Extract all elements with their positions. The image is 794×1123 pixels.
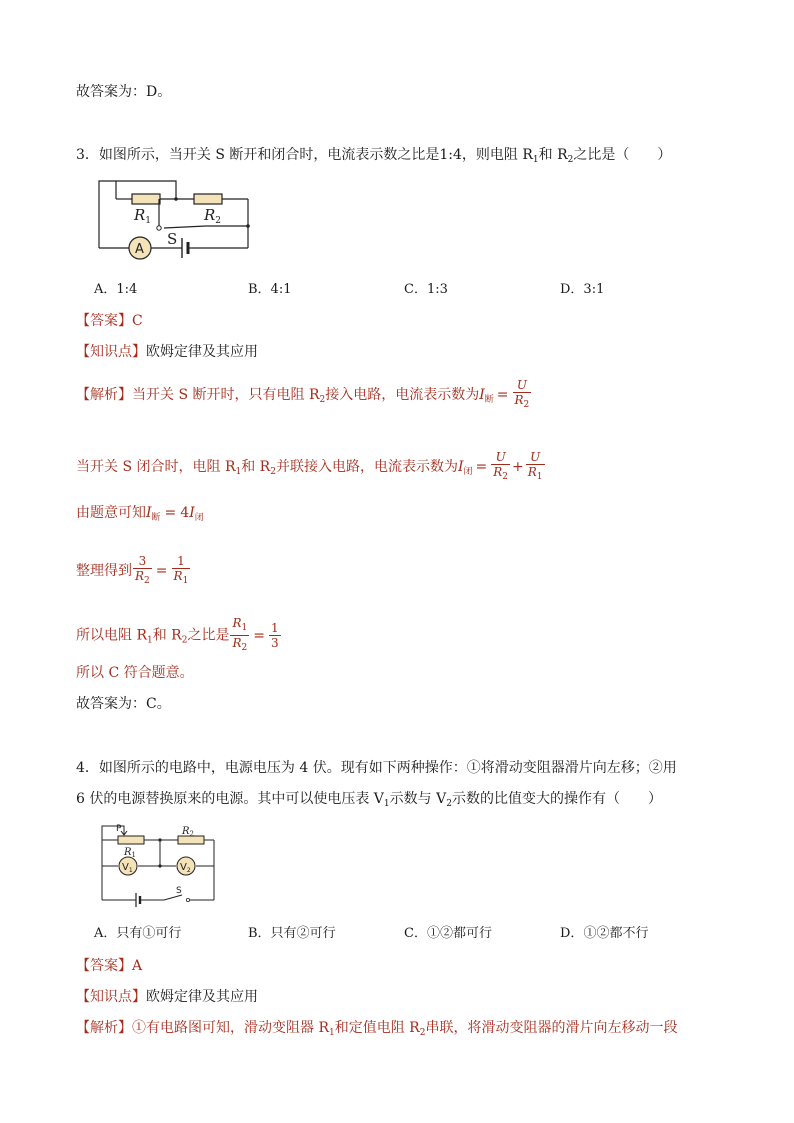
q4-resistor-r1 bbox=[118, 836, 144, 844]
q4-circuit-diagram bbox=[98, 822, 218, 908]
q4-v2-label: $V_2$ bbox=[180, 862, 191, 874]
q3-stem: 3．如图所示，当开关 S 断开和闭合时，电流表示数之比是1:4，则电阻 $R_1$和 $R_2$之比是（ ） bbox=[76, 147, 672, 165]
q3-analysis-line2: 当开关 S 闭合时，电阻 $R_1$和 $R_2$并联接入电路，电流表示数为$I_闭$ = $\frac{U}{R_2}$ + $\frac{U}{R_1}$ bbox=[76, 450, 543, 482]
q3-analysis-line5: 所以电阻 $R_1$和 $R_2$之比是 $\frac{R_1}{R_2}$ = $\frac{1}{3}$ bbox=[76, 616, 279, 653]
q4-option-b[interactable]: B．只有②可行 bbox=[248, 926, 336, 941]
q3-ammeter-label: A bbox=[135, 242, 144, 257]
q3-final-answer: 故答案为：C。 bbox=[76, 696, 171, 712]
q3-option-d[interactable]: D．3:1 bbox=[560, 282, 605, 297]
q4-stem-line2: 6 伏的电源替换原来的电源。其中可以使电压表 $V_1$示数与 $V_2$示数的比值变大的操作有（ ） bbox=[76, 791, 662, 809]
q3-resistor-r2 bbox=[194, 194, 222, 204]
q3-analysis-line3: 由题意可知$I_断 = 4I_闭$ bbox=[76, 505, 204, 523]
q3-switch-label: S bbox=[167, 230, 178, 248]
q3-option-c[interactable]: C．1:3 bbox=[404, 282, 448, 297]
q4-knowledge: 【知识点】欧姆定律及其应用 bbox=[76, 989, 258, 1005]
q3-switch-blade bbox=[164, 226, 206, 228]
q4-option-d[interactable]: D．①②都不行 bbox=[560, 926, 649, 941]
q4-r2-label: $R_2$ bbox=[182, 826, 194, 838]
q3-option-b[interactable]: B．4:1 bbox=[248, 282, 292, 297]
q4-slider-label: P bbox=[116, 824, 122, 834]
q3-analysis-line6: 所以 C 符合题意。 bbox=[76, 665, 194, 681]
q3-answer: 【答案】C bbox=[76, 313, 143, 329]
q2-final-answer: 故答案为：D。 bbox=[76, 84, 172, 100]
q3-analysis-line1: 【解析】当开关 S 断开时，只有电阻 $R_2$接入电路，电流表示数为$I_断$ = $\frac{U}{R_2}$ bbox=[76, 378, 530, 410]
q4-switch-label: S bbox=[176, 886, 182, 896]
q3-resistor-r1 bbox=[132, 194, 160, 204]
q3-knowledge: 【知识点】欧姆定律及其应用 bbox=[76, 344, 258, 360]
q3-r2-label: $R_2$ bbox=[204, 206, 222, 226]
q4-r1-label: $R_1$ bbox=[124, 847, 136, 859]
q4-v1-label: $V_1$ bbox=[122, 862, 133, 874]
q3-option-a[interactable]: A．1:4 bbox=[94, 282, 138, 297]
q4-stem-line1: 4．如图所示的电路中，电源电压为 4 伏。现有如下两种操作：①将滑动变阻器滑片向左移；②用 bbox=[76, 760, 677, 776]
q4-option-a[interactable]: A．只有①可行 bbox=[94, 926, 182, 941]
q4-analysis-line1: 【解析】①有电路图可知，滑动变阻器 $R_1$和定值电阻 $R_2$串联，将滑动变阻器的滑片向左移动一段 bbox=[76, 1020, 678, 1038]
q4-answer: 【答案】A bbox=[76, 958, 143, 974]
q3-analysis-line4: 整理得到 $\frac{3}{R_2}$ = $\frac{1}{R_1}$ bbox=[76, 554, 189, 586]
q3-r1-label: $R_1$ bbox=[134, 206, 152, 226]
q3-circuit-diagram bbox=[94, 176, 254, 266]
q4-option-c[interactable]: C．①②都可行 bbox=[404, 926, 492, 941]
